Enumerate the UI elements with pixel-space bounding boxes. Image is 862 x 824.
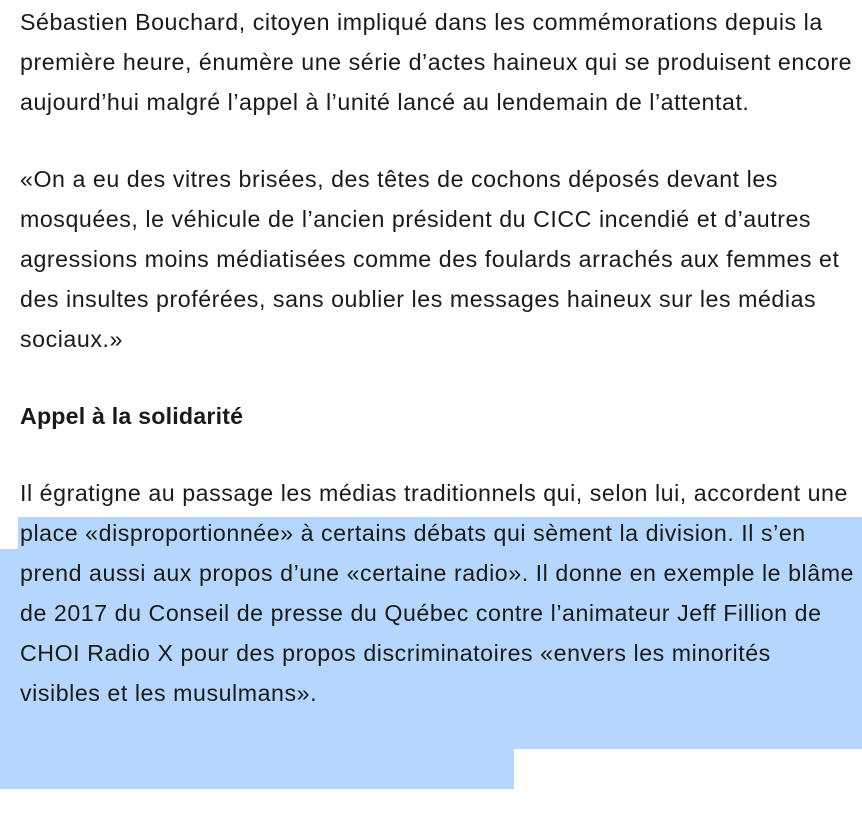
selected-paragraph[interactable]: Il égratigne au passage les médias traditionnels qui, selon lui, accordent une place «disproportionnée» à certains débats qui sèment la division. Il s’en prend aussi aux propos d’une «certaine radio». Il donne en exemple le blâme de 2017 du Conseil de presse du Québec contre l’animateur Jeff Fillion de CHOI Radio X pour des propos discriminatoires «envers les minorités visibles et les musulmans». bbox=[20, 480, 855, 706]
section-subheading: Appel à la solidarité bbox=[20, 403, 244, 429]
text-selection-highlight bbox=[0, 749, 514, 789]
article-body bbox=[20, 2, 856, 750]
article-quote-paragraph: «On a eu des vitres brisées, des têtes de cochons déposés devant les mosquées, le véhicule de l’ancien président du CICC incendié et d’autres agressions moins médiatisées comme des foulards arrachés aux femmes et des insultes proférées, sans oublier les messages haineux sur les médias sociaux.» bbox=[20, 166, 840, 352]
article-paragraph: Sébastien Bouchard, citoyen impliqué dans les commémorations depuis la première heure, énumère une série d’actes haineux qui se produisent encore aujourd’hui malgré l’appel à l’unité lancé au lendemain de l’attentat. bbox=[20, 9, 853, 115]
